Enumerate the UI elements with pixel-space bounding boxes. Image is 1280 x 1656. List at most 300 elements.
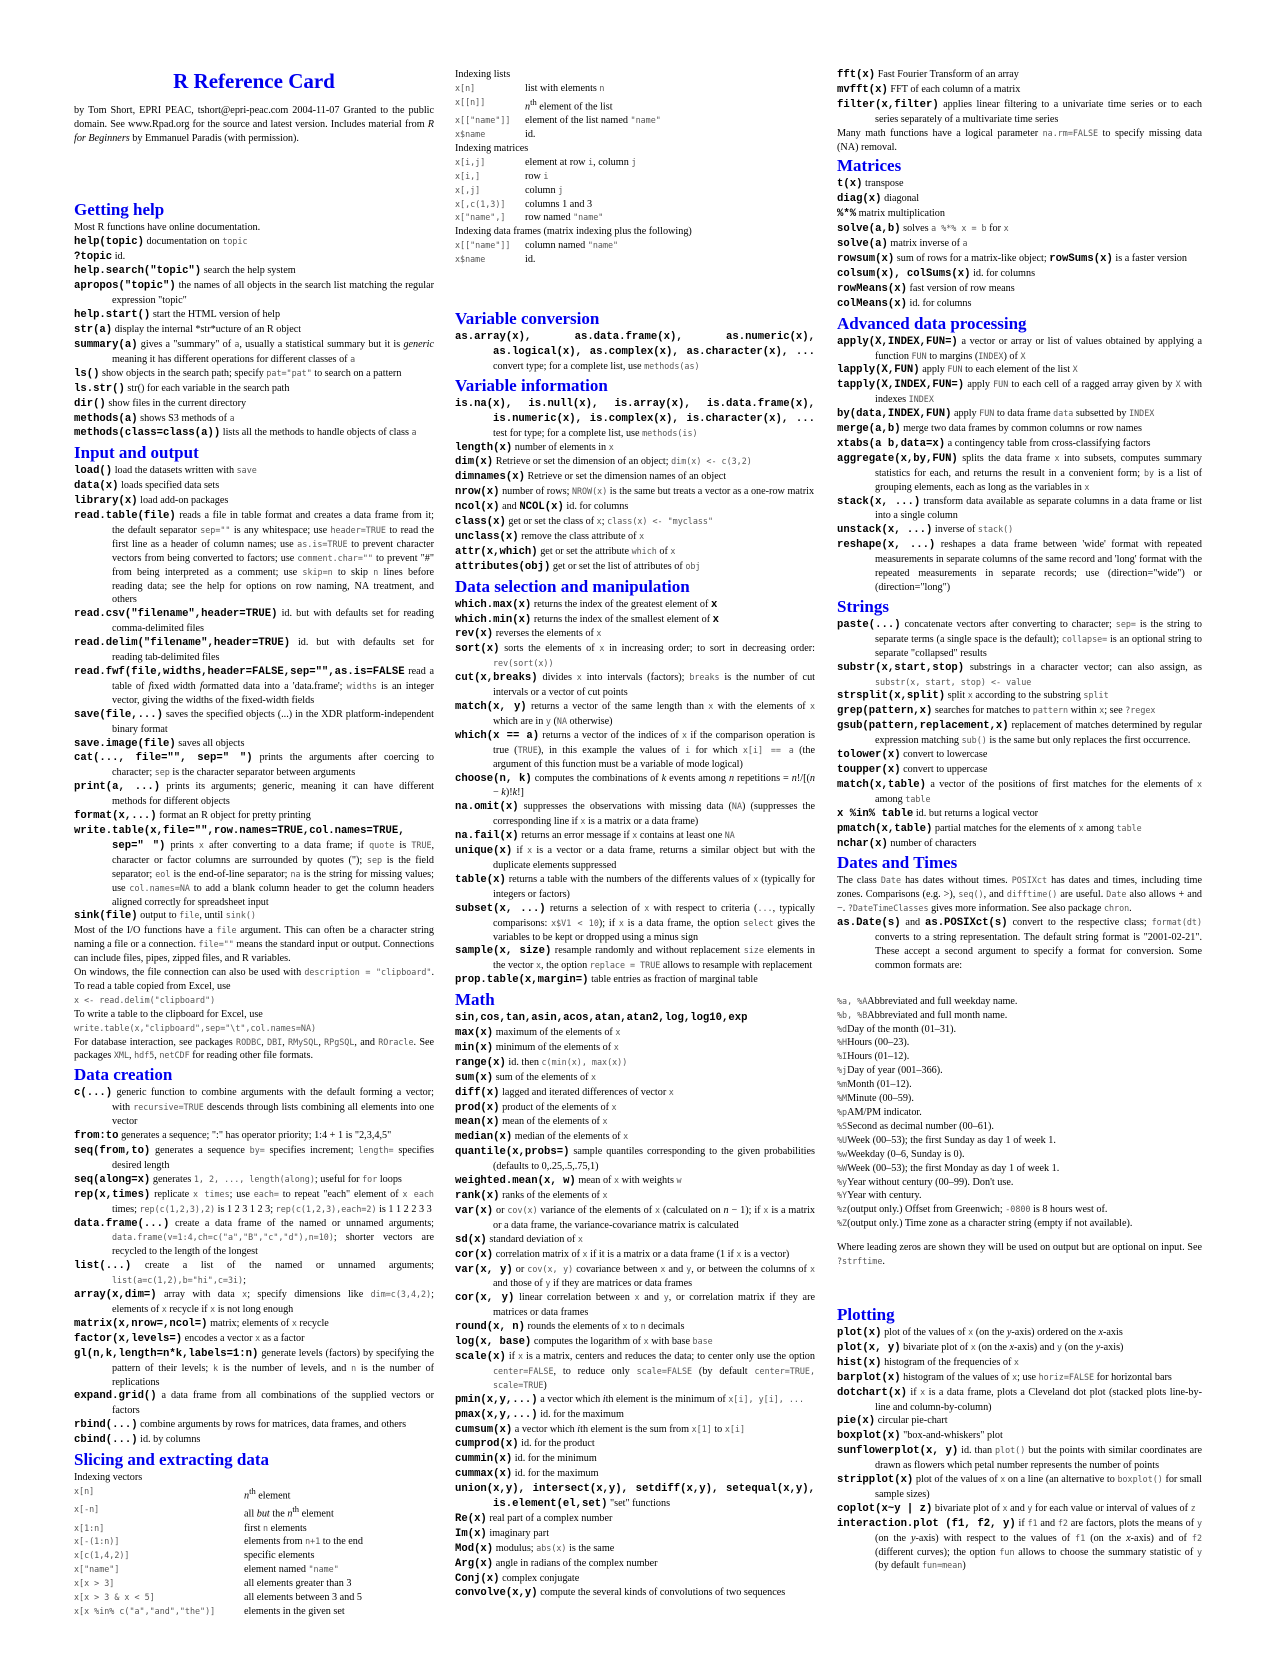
body-text: minimum of the elements of (493, 1041, 614, 1053)
body-text: , or between the columns of (691, 1263, 810, 1275)
code-text: a (229, 412, 235, 423)
section-heading: Matrices (837, 156, 902, 176)
body-text: element of the list (536, 101, 613, 113)
body-text: allows to choose the summary statistic of (1014, 1546, 1197, 1558)
body-text: plot of the values of (913, 1474, 1001, 1486)
reference-entry (837, 237, 1202, 252)
body-text: if the comparison operation is true ( (493, 729, 815, 756)
reference-entry (74, 607, 434, 636)
body-text: , until (199, 910, 226, 922)
code-text: j (558, 184, 564, 195)
body-text: . To read a table copied from Excel, use (74, 967, 434, 992)
index-description (525, 96, 815, 114)
format-description (847, 1189, 921, 1203)
function-signature: x (710, 598, 718, 611)
body-text: applies linear filtering to a univariate time series or to each series separately of a multivariate time series (875, 98, 1202, 125)
format-code (837, 1120, 847, 1134)
column-1-body (74, 200, 434, 1619)
reference-entry (74, 909, 434, 924)
body-text: id. for columns (563, 501, 629, 513)
body-text: (on the (973, 1326, 1007, 1338)
function-signature: merge(a,b) (837, 423, 901, 436)
reference-entry (74, 1086, 434, 1129)
function-signature: cor(x, y) (455, 1292, 515, 1305)
code-text: ?regex (1125, 705, 1156, 716)
code-text: Date (880, 875, 901, 886)
index-row (455, 128, 815, 142)
spacer (837, 1231, 1202, 1241)
body-text: for small sample sizes) (875, 1474, 1203, 1500)
code-text: a %*% x = b (931, 223, 987, 234)
code-text: x (639, 530, 645, 541)
body-text: ; (243, 1275, 246, 1287)
function-signature: plot(x, y) (837, 1341, 901, 1354)
code-text: %M (837, 1093, 848, 1104)
index-row (74, 1563, 434, 1577)
code-text: for (362, 1173, 378, 1184)
code-text: DBI (267, 1036, 283, 1047)
code-text: x (643, 1336, 649, 1347)
body-text: with respect to criteria ( (649, 902, 758, 914)
index-expression (74, 1503, 244, 1521)
code-text: by= (249, 1145, 265, 1155)
function-signature: na.omit(x) (455, 801, 519, 814)
reference-entry (837, 407, 1202, 422)
index-expression (74, 1605, 244, 1619)
code-text: x (614, 1175, 620, 1186)
function-signature: by(data,INDEX,FUN) (837, 408, 952, 421)
index-expression (74, 1591, 244, 1605)
function-signature: attr(x,which) (455, 545, 538, 558)
body-text: table entries as fraction of marginal table (588, 974, 758, 986)
code-text: sink() (225, 910, 256, 921)
body-text: Most R functions have online documentation. (74, 221, 261, 233)
body-text: to skip (332, 566, 374, 578)
reference-entry (455, 729, 815, 772)
body-text: , typically comparisons: (493, 902, 815, 929)
body-text: Indexing vectors (74, 1472, 143, 1484)
index-row (74, 1485, 434, 1503)
reference-entry (455, 1557, 815, 1572)
reference-entry (74, 308, 434, 323)
reference-entry (837, 495, 1202, 524)
body-text: is any whitespace; use (230, 524, 331, 536)
reference-entry (74, 367, 434, 382)
reference-entry (74, 235, 434, 250)
function-signature: ls.str() (74, 382, 125, 395)
body-text: all (244, 1508, 257, 1520)
function-signature: read.fwf(file,widths,header=FALSE,sep="",as.is=FALSE (74, 666, 405, 678)
code-text: difftime() (1006, 889, 1058, 900)
body-text: gives more information. See also package (928, 903, 1104, 915)
code-text: header=TRUE (330, 524, 386, 535)
code-text: abs(x) (536, 1542, 567, 1553)
code-text: file (179, 910, 200, 921)
body-text: remove the class attribute of (518, 530, 640, 542)
code-text: x (242, 1289, 248, 1300)
body-text: ; shorter vectors are recycled to the length of the longest (112, 1232, 434, 1258)
body-text: otherwise) (567, 715, 613, 727)
body-text: (calculated on (660, 1204, 724, 1216)
code-text: x[i,j] (455, 156, 486, 167)
code-text: description = "clipboard" (304, 967, 432, 978)
body-text: ixed (151, 680, 174, 692)
body-text: correlation matrix of (493, 1248, 583, 1260)
code-text: eol (155, 868, 171, 879)
body-text: to data frame (994, 408, 1054, 420)
function-signature: cummax(x) (455, 1468, 513, 1481)
index-description (244, 1549, 434, 1563)
body-text: allows to resample with replacement (660, 960, 813, 972)
body-text: elements in the given set (244, 1605, 345, 1617)
reference-entry (455, 800, 815, 829)
body-text: (on the (1062, 1341, 1096, 1353)
index-expression (455, 239, 525, 253)
body-text: a contingency table from cross-classifying factors (945, 437, 1151, 449)
reference-entry (74, 323, 434, 338)
function-signature: cat(..., file="", sep=" ") (74, 752, 253, 765)
function-signature: data.frame(...) (74, 1217, 170, 1230)
body-text: ; use (1017, 1371, 1039, 1383)
index-row (455, 82, 815, 96)
body-text: rounds the elements of (524, 1321, 623, 1333)
index-description (244, 1522, 434, 1536)
reference-entry (837, 748, 1202, 763)
function-signature: subset(x, ...) (455, 902, 546, 915)
body-text: Retrieve or set the dimension of an object; (493, 456, 672, 468)
function-signature: unique(x) (455, 845, 513, 858)
body-text: split (945, 690, 968, 702)
body-text: To write a table to the clipboard for Excel, use (74, 1008, 263, 1020)
body-text: ; elements of (112, 1289, 434, 1315)
body-text: encodes a vector (182, 1332, 256, 1344)
body-text: element (299, 1508, 334, 1520)
body-text: Day of the month (01–31). (847, 1023, 957, 1035)
body-text: and those of (493, 1278, 546, 1290)
body-text: id. (112, 250, 126, 262)
body-text: computes the logarithm of (531, 1336, 644, 1348)
reference-entry (455, 1233, 815, 1248)
code-text: NROW(x) (571, 486, 608, 497)
code-text: scale=FALSE (636, 1365, 693, 1376)
code-text: x (632, 830, 638, 841)
function-signature: pmatch(x,table) (837, 822, 933, 835)
format-code (837, 1176, 847, 1190)
body-text: element of the list named (525, 115, 631, 127)
reference-entry (455, 1056, 815, 1071)
function-signature: NCOL(x) (519, 501, 564, 514)
body-text: and (1007, 1502, 1028, 1514)
body-text: is the string to separate terms (a single space is the default); (875, 618, 1202, 645)
function-signature: apply(X,INDEX,FUN=) (837, 335, 958, 348)
format-description (847, 1106, 922, 1120)
function-signature: grep(pattern,x) (837, 705, 933, 718)
format-code (837, 995, 867, 1009)
code-text: cov(x, y) (527, 1263, 574, 1274)
reference-entry (455, 470, 815, 485)
reference-entry (455, 1350, 815, 1393)
body-text: ), in this example the values of (537, 744, 686, 756)
spacer (455, 267, 815, 307)
reference-entry (74, 397, 434, 412)
reference-entry (837, 222, 1202, 237)
body-text: to prevent "#" from being interpreted as a comment; use (112, 552, 434, 578)
function-signature: gsub(pattern,replacement,x) (837, 720, 1009, 733)
body-text: converts to a string representation. The default string format is "2001-02-21". These accept a second argument to specify a format for conversion. Some common formats are: (875, 932, 1202, 971)
function-signature: which.max(x) (455, 598, 532, 611)
code-text: a (411, 427, 417, 438)
body-text: to (627, 1321, 641, 1333)
body-text: saves the specified objects (...) in the XDR platform-independent binary format (112, 708, 434, 735)
code-text: %d (837, 1023, 848, 1034)
reference-entry (455, 1174, 815, 1189)
code-text: ROracle (378, 1036, 414, 1047)
index-expression (455, 82, 525, 96)
code-text: collapse= (1061, 633, 1108, 644)
body-text: or (493, 1204, 508, 1216)
reference-entry (837, 837, 1202, 852)
code-text: NA (724, 830, 735, 841)
format-code (837, 1023, 847, 1037)
body-text: bivariate plot of (900, 1341, 971, 1353)
reference-entry (455, 485, 815, 500)
body-text: has dates without times. (901, 875, 1012, 887)
body-text: show files in the current directory (105, 397, 247, 409)
code-text: dim=c(3,4,2) (370, 1289, 432, 1300)
reference-entry (74, 338, 434, 367)
body-text: AM/PM indicator. (847, 1107, 922, 1118)
paragraph (455, 68, 815, 82)
reference-entry (837, 1473, 1202, 1502)
body-text: Year without century (00–99). Don't use. (847, 1176, 1014, 1188)
body-text: if they are matrices or data frames (550, 1278, 693, 1290)
function-signature: cut(x,breaks) (455, 672, 538, 685)
body-text: resample randomly and without replacement (551, 945, 744, 957)
function-signature: colsum(x), colSums(x) (837, 267, 971, 280)
body-text: if (1015, 1517, 1028, 1529)
format-code (837, 1050, 847, 1064)
code-text: f1 (1027, 1517, 1038, 1528)
body-text: (on the (875, 1532, 911, 1544)
body-text: For database interaction, see packages (74, 1036, 237, 1048)
body-text: convert type; for a complete list, use (493, 360, 645, 372)
code-text: %U (837, 1134, 848, 1145)
reference-entry (74, 1433, 434, 1448)
superscript-text: th (292, 1504, 300, 1515)
body-text: ) (543, 1379, 547, 1391)
code-text: x (577, 1233, 583, 1244)
body-text: -axis) (1100, 1341, 1124, 1353)
reference-entry (74, 264, 434, 279)
body-text: is (394, 839, 412, 851)
reference-entry (74, 751, 434, 780)
section-heading: Dates and Times (837, 853, 958, 873)
italic-text: f (199, 680, 203, 692)
reference-entry (455, 671, 815, 700)
body-text: returns a table with the numbers of the differents values of (505, 873, 754, 885)
reference-entry (837, 68, 1202, 83)
body-text: (on the (975, 1341, 1010, 1353)
spacer (837, 973, 1202, 995)
reference-entry (74, 1347, 434, 1390)
function-signature: diag(x) (837, 193, 882, 206)
body-text: column (525, 184, 559, 196)
reference-entry (837, 1371, 1202, 1386)
code-text: x (1000, 1474, 1006, 1485)
body-text: is a list of grouping elements, each as long as the variables in (875, 467, 1202, 493)
code-text: x (655, 1204, 661, 1215)
column-2 (455, 68, 815, 1601)
code-text: breaks (689, 672, 720, 683)
reference-entry (455, 1041, 815, 1056)
format-description (847, 1078, 912, 1092)
body-text: according to the substring (972, 690, 1084, 702)
body-text: apply (951, 408, 980, 420)
function-signature: barplot(x) (837, 1371, 901, 1384)
index-description (244, 1577, 434, 1591)
body-text: with weights (619, 1175, 677, 1187)
body-text: to each element of the list (962, 364, 1073, 376)
reference-entry (455, 515, 815, 530)
function-signature: strsplit(x,split) (837, 690, 946, 703)
reference-entry (837, 252, 1202, 267)
function-signature: Re(x) (455, 1512, 487, 1525)
function-signature: save.image(file) (74, 737, 176, 750)
reference-entry (74, 479, 434, 494)
body-text: to read the first line as a header of column names; use (112, 524, 434, 550)
body-text: !] (517, 787, 524, 799)
paragraph (74, 966, 434, 994)
reference-entry (74, 1418, 434, 1433)
reference-entry (74, 250, 434, 265)
reference-entry (837, 538, 1202, 595)
reference-entry (455, 330, 815, 374)
reference-entry (74, 382, 434, 397)
body-text: Indexing data frames (matrix indexing plus the following) (455, 226, 692, 238)
function-signature: dir() (74, 397, 106, 410)
body-text: recycle if (166, 1303, 211, 1315)
body-text: generates a sequence (150, 1145, 250, 1156)
body-text: angle in radians of the complex number (493, 1557, 658, 1569)
body-text: list with elements (525, 82, 600, 94)
body-text: replacement of matches determined by regular expression matching (875, 720, 1202, 747)
function-signature: tapply(X,INDEX,FUN=) (837, 379, 965, 392)
reference-entry (455, 500, 815, 515)
body-text: is an optional string to separate "collapsed" results (875, 633, 1202, 659)
function-signature: which(x == a) (455, 729, 540, 742)
body-text: Many math functions have a logical parameter (837, 127, 1043, 139)
code-text: x[i], y[i], ... (728, 1393, 805, 1404)
body-text: returns the index of the greatest element of (531, 598, 711, 610)
reference-entry (455, 1320, 815, 1335)
body-text: th element is the minimum of (605, 1393, 729, 1405)
function-signature: as.array(x), as.data.frame(x), as.numeric(x), as.logical(x), as.complex(x), as.character(x), ... (455, 331, 815, 358)
body-text: a vector or array or list of values obtained by applying a function (875, 335, 1202, 362)
reference-entry (455, 1189, 815, 1204)
reference-entry (455, 1335, 815, 1350)
code-text: methods(is) (642, 427, 698, 438)
function-signature: sum(x) (455, 1071, 494, 1084)
function-signature: solve(a) (837, 238, 888, 251)
code-text: x[["name"]] (455, 115, 511, 126)
code-text: hdf5 (134, 1050, 155, 1061)
function-signature: substr(x,start,stop) (837, 661, 965, 674)
function-signature: interaction.plot (f1, f2, y) (837, 1517, 1016, 1530)
body-text: create a list of the named or unnamed arguments; (131, 1260, 434, 1272)
format-description (847, 1023, 956, 1037)
body-text: mean of the elements of (499, 1116, 603, 1128)
body-text: ; see (1104, 705, 1126, 717)
body-text: number of characters (887, 837, 977, 849)
body-text: sum of the elements of (493, 1071, 592, 1083)
index-expression (74, 1522, 244, 1536)
body-text: with base (648, 1336, 693, 1348)
italic-text: but (256, 1508, 270, 1520)
code-text: RODBC (236, 1036, 262, 1047)
reference-entry (837, 1502, 1202, 1517)
index-description (525, 253, 815, 267)
body-text: , or correlation matrix if they are matrices or data frames (493, 1292, 815, 1319)
code-text: split (1083, 690, 1109, 701)
code-text: select (743, 917, 774, 928)
reference-entry (455, 1527, 815, 1542)
code-text: f1 (1075, 1532, 1086, 1543)
code-text: sep (366, 854, 383, 865)
code-text: z (1190, 1502, 1196, 1513)
code-text: y (1196, 1546, 1202, 1557)
function-signature: convolve(x,y) (455, 1587, 538, 1600)
body-text: -axis (1103, 1326, 1123, 1338)
code-text: ?DateTimeClasses (847, 903, 929, 914)
body-text: fast version of row means (906, 282, 1015, 294)
code-text: i (588, 156, 594, 167)
function-signature: sd(x) (455, 1233, 487, 1246)
function-signature: na.fail(x) (455, 830, 519, 843)
code-text: pattern (1032, 705, 1069, 716)
code-text: %m (837, 1079, 848, 1090)
code-text: seq() (958, 889, 984, 900)
function-signature: union(x,y), intersect(x,y), setdiff(x,y), setequal(x,y), is.element(el,set) (455, 1483, 815, 1511)
reference-entry (837, 335, 1202, 364)
code-text: x[i,] (455, 170, 481, 181)
code-text: cov(x) (507, 1204, 538, 1215)
function-signature: ls() (74, 367, 100, 380)
body-text: if it is a matrix or a data frame (1 if (587, 1248, 737, 1260)
body-text: , and (354, 1036, 379, 1048)
index-description (244, 1535, 434, 1549)
body-text: real part of a complex number (486, 1512, 613, 1524)
body-text: if (512, 845, 528, 857)
function-signature: tolower(x) (837, 749, 901, 762)
reference-entry (455, 627, 815, 642)
function-signature: pmax(x,y,...) (455, 1408, 538, 1421)
code-text: "name" (630, 115, 661, 126)
body-text: Week (00–53); the first Sunday as day 1 of week 1. (847, 1134, 1056, 1146)
body-text: product of the elements of (499, 1101, 612, 1113)
reference-entry (837, 719, 1202, 748)
code-text: which (631, 545, 657, 556)
body-text: for horizontal bars (1094, 1371, 1172, 1383)
function-signature: x (712, 613, 719, 626)
function-signature: scale(x) (455, 1350, 506, 1363)
body-text: all elements greater than 3 (244, 1578, 352, 1590)
code-text: %a, %A (837, 995, 868, 1006)
code-text: y (686, 1263, 692, 1274)
body-text: to margins ( (926, 350, 979, 362)
code-text: x (809, 701, 815, 712)
body-text: to prevent character vectors from being converted to factors; use (112, 538, 434, 564)
index-expression (74, 1485, 244, 1503)
